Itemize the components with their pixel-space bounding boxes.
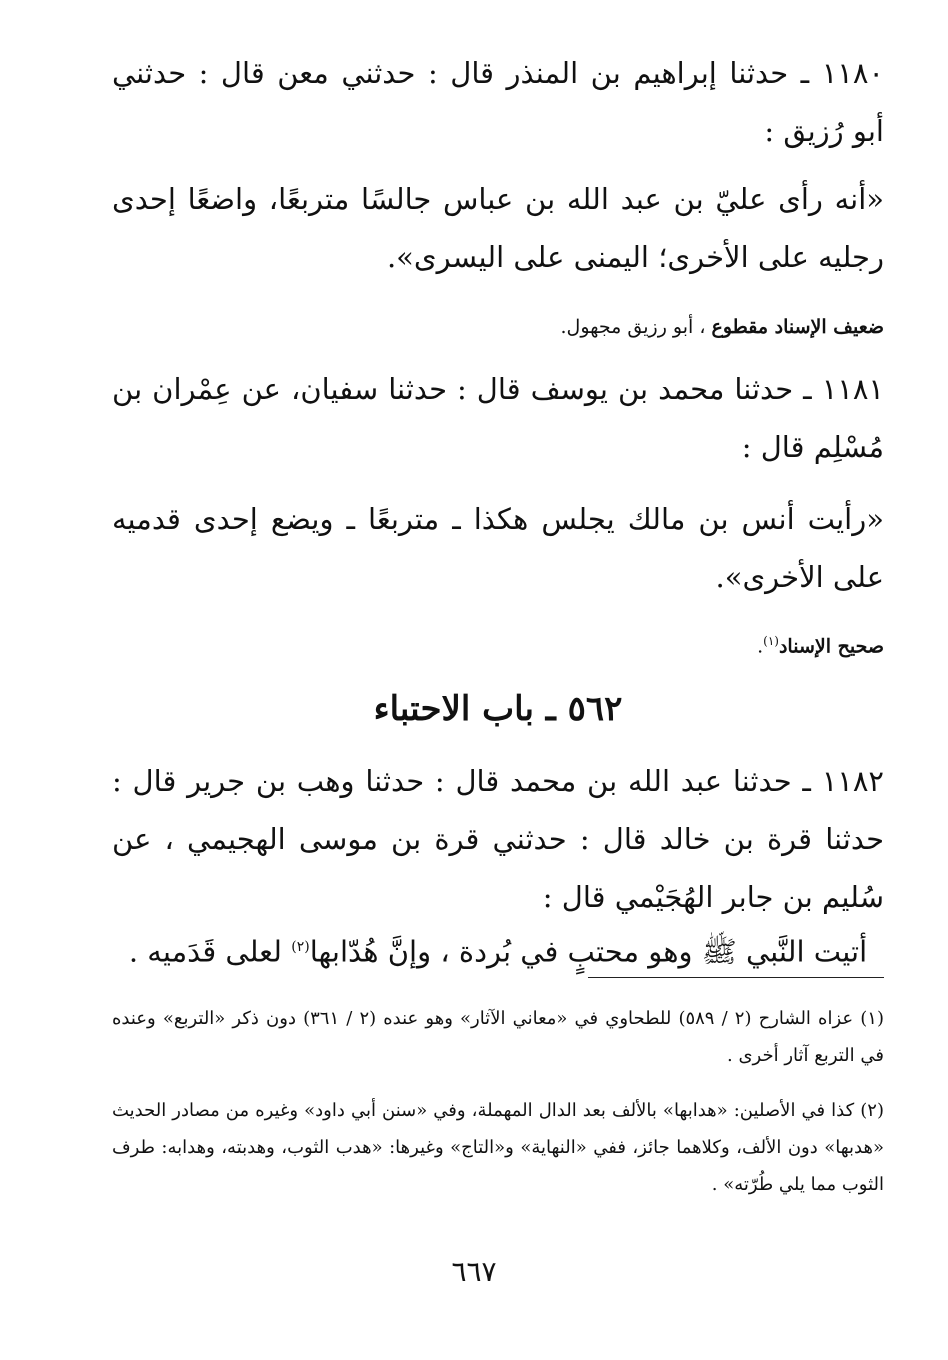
hadith-1182-chain: ١١٨٢ ـ حدثنا عبد الله بن محمد قال : حدثنا وهب بن جرير قال : حدثنا قرة بن خالد قال : حدثني قرة بن موسى الهجيمي ، عن سُليم بن جابر الهُجَيْمي قال : — [112, 764, 884, 914]
hadith-1182-text — [112, 918, 884, 981]
hadith-1181-chain: ١١٨١ ـ حدثنا محمد بن يوسف قال : حدثنا سفيان، عن عِمْران بن مُسْلِم قال : — [112, 372, 884, 464]
grade-label: ضعيف الإسناد مقطوع — [711, 316, 884, 338]
hadith-text-main: أتيت النَّبي ﷺ وهو محتبٍ في بُردة ، وإنَّ هُدّابها — [309, 934, 868, 969]
footnote-divider — [588, 977, 884, 978]
hadith-1180-text: «أنه رأى عليّ بن عبد الله بن عباس جالسًا متربعًا، واضعًا إحدى رجليه على الأخرى؛ اليمنى على اليسرى». — [112, 182, 884, 274]
hadith-1181-text: «رأيت أنس بن مالك يجلس هكذا ـ متربعًا ـ ويضع إحدى قدميه على الأخرى». — [112, 502, 884, 594]
footnote-marker: (١) — [860, 1008, 884, 1029]
hadith-1180-grade — [112, 312, 884, 342]
footnote-ref: (٢) — [291, 939, 310, 955]
footnote-marker: (٢) — [860, 1100, 884, 1121]
grade-label: صحيح الإسناد — [778, 635, 884, 658]
footnote-text: كذا في الأصلين: «هدابها» بالألف بعد الدال المهملة، وفي «سنن أبي داود» وغيره من مصادر الحديث «هدبها» دون الألف، وكلاهما جائز، ففي «النهاية» و«التاج» وغيرها: «هدب الثوب، وهدبته، وهدابه: طرف الثوب مما يلي طُرّته» . — [112, 1100, 884, 1195]
footnote-text: عزاه الشارح (٢ / ٥٨٩) للطحاوي في «معاني الآثار» وهو عنده (٢ / ٣٦١) دون ذكر «التربع» وعنده في التربع آثار أخرى . — [112, 1008, 884, 1066]
footnote-1 — [112, 1000, 884, 1074]
hadith-text-end: لعلى قَدَميه . — [128, 934, 292, 969]
footnote-2 — [112, 1092, 884, 1203]
footnote-ref: (١) — [763, 634, 779, 648]
hadith-1180-chain: ١١٨٠ ـ حدثنا إبراهيم بن المنذر قال : حدثني معن قال : حدثني أبو رُزيق : — [112, 56, 884, 148]
chapter-heading: ٥٦٢ ـ باب الاحتباء — [373, 689, 623, 729]
page-number: ٦٦٧ — [451, 1255, 497, 1288]
grade-end: . — [757, 635, 764, 658]
hadith-1181-grade — [112, 626, 884, 661]
grade-note: ، أبو رزيق مجهول. — [560, 316, 706, 338]
